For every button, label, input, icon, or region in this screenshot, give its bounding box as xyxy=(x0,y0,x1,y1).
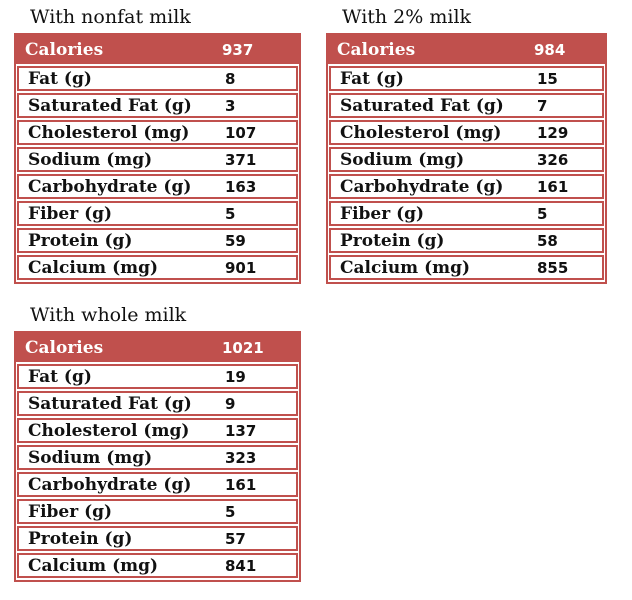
nutrition-table-two-percent xyxy=(326,33,607,284)
table-header-row xyxy=(16,35,299,64)
table-row xyxy=(17,201,298,226)
table-row xyxy=(17,445,298,470)
row-value: 323 xyxy=(225,448,257,467)
row-value: 5 xyxy=(225,502,236,521)
row-label: Sodium (mg) xyxy=(28,149,153,170)
table-row xyxy=(329,93,604,118)
table-row xyxy=(17,174,298,199)
row-label: Fat (g) xyxy=(340,68,404,89)
table-header-row xyxy=(16,333,299,362)
row-value: 161 xyxy=(225,475,257,494)
row-label: Fat (g) xyxy=(28,68,92,89)
row-label: Saturated Fat (g) xyxy=(28,393,192,414)
row-label: Protein (g) xyxy=(28,528,133,549)
row-value: 855 xyxy=(537,258,569,277)
row-value: 57 xyxy=(225,529,246,548)
table-row xyxy=(17,66,298,91)
row-value: 7 xyxy=(537,96,548,115)
table-row xyxy=(17,499,298,524)
row-label: Carbohydrate (g) xyxy=(28,176,192,197)
row-value: 841 xyxy=(225,556,257,575)
header-label: Calories xyxy=(337,39,416,60)
row-label: Fat (g) xyxy=(28,366,92,387)
row-value: 59 xyxy=(225,231,246,250)
table-row xyxy=(329,174,604,199)
nutrition-table-nonfat xyxy=(14,33,301,284)
table-row xyxy=(329,201,604,226)
row-label: Calcium (mg) xyxy=(28,257,159,278)
row-label: Calcium (mg) xyxy=(340,257,471,278)
table-row xyxy=(17,255,298,280)
row-value: 8 xyxy=(225,69,236,88)
nutrition-table-whole xyxy=(14,331,301,582)
table-row xyxy=(17,147,298,172)
header-label: Calories xyxy=(25,337,104,358)
table-header-row xyxy=(328,35,605,64)
row-value: 5 xyxy=(225,204,236,223)
row-value: 3 xyxy=(225,96,236,115)
row-value: 107 xyxy=(225,123,257,142)
row-label: Carbohydrate (g) xyxy=(340,176,504,197)
table-row xyxy=(17,120,298,145)
table-row xyxy=(17,391,298,416)
header-value: 937 xyxy=(222,40,254,59)
table-row xyxy=(17,526,298,551)
table-row xyxy=(329,120,604,145)
table-row xyxy=(329,228,604,253)
section-title: With 2% milk xyxy=(342,6,472,28)
row-label: Cholesterol (mg) xyxy=(28,420,190,441)
row-label: Protein (g) xyxy=(340,230,445,251)
header-value: 984 xyxy=(534,40,566,59)
row-label: Calcium (mg) xyxy=(28,555,159,576)
table-row xyxy=(17,418,298,443)
whole-milk-section xyxy=(14,304,301,582)
table-row xyxy=(17,472,298,497)
row-label: Cholesterol (mg) xyxy=(340,122,502,143)
row-value: 15 xyxy=(537,69,558,88)
section-title: With nonfat milk xyxy=(30,6,191,28)
header-label: Calories xyxy=(25,39,104,60)
row-value: 129 xyxy=(537,123,569,142)
table-row xyxy=(17,364,298,389)
row-label: Sodium (mg) xyxy=(28,447,153,468)
row-value: 326 xyxy=(537,150,569,169)
nonfat-milk-section xyxy=(14,6,301,284)
row-value: 9 xyxy=(225,394,236,413)
table-row xyxy=(17,553,298,578)
row-label: Saturated Fat (g) xyxy=(28,95,192,116)
table-row xyxy=(17,93,298,118)
row-label: Fiber (g) xyxy=(340,203,425,224)
row-label: Saturated Fat (g) xyxy=(340,95,504,116)
row-value: 137 xyxy=(225,421,257,440)
row-value: 901 xyxy=(225,258,257,277)
row-label: Cholesterol (mg) xyxy=(28,122,190,143)
row-label: Carbohydrate (g) xyxy=(28,474,192,495)
row-value: 371 xyxy=(225,150,257,169)
row-value: 58 xyxy=(537,231,558,250)
row-value: 163 xyxy=(225,177,257,196)
row-label: Sodium (mg) xyxy=(340,149,465,170)
two-percent-milk-section xyxy=(326,6,607,284)
row-label: Protein (g) xyxy=(28,230,133,251)
header-value: 1021 xyxy=(222,338,264,357)
row-value: 19 xyxy=(225,367,246,386)
row-label: Fiber (g) xyxy=(28,203,113,224)
table-row xyxy=(17,228,298,253)
table-row xyxy=(329,66,604,91)
row-label: Fiber (g) xyxy=(28,501,113,522)
row-value: 5 xyxy=(537,204,548,223)
table-row xyxy=(329,147,604,172)
table-row xyxy=(329,255,604,280)
row-value: 161 xyxy=(537,177,569,196)
section-title: With whole milk xyxy=(30,304,187,326)
